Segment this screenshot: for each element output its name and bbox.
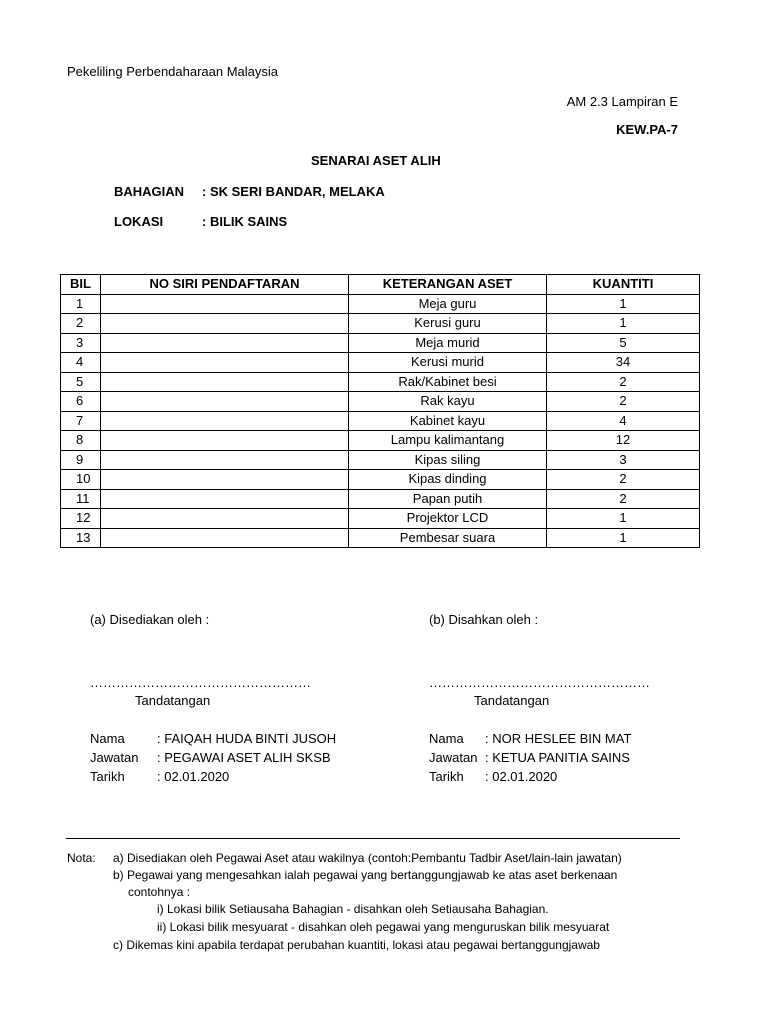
cell-bil: 13	[61, 528, 101, 548]
table-row	[61, 314, 700, 334]
page-title: SENARAI ASET ALIH	[311, 153, 441, 168]
prepared-signature-caption: Tandatangan	[135, 693, 211, 708]
note-b-line4: ii) Lokasi bilik mesyuarat - disahkan oleh pegawai yang menguruskan bilik mesyuarat	[157, 920, 610, 934]
notes-divider	[66, 838, 680, 839]
cell-no-siri	[101, 509, 349, 529]
cell-no-siri	[101, 431, 349, 451]
approved-tarikh-label: Tarikh	[429, 769, 464, 784]
prepared-nama-value: : FAIQAH HUDA BINTI JUSOH	[157, 731, 337, 746]
approved-jawatan-label: Jawatan	[429, 750, 478, 765]
approved-nama-label: Nama	[429, 731, 464, 746]
cell-no-siri	[101, 372, 349, 392]
prepared-jawatan-value: : PEGAWAI ASET ALIH SKSB	[157, 750, 331, 765]
cell-bil: 3	[61, 333, 101, 353]
cell-kuantiti: 5	[547, 333, 700, 353]
column-header-no-siri: NO SIRI PENDAFTARAN	[101, 275, 349, 295]
asset-table	[60, 274, 700, 548]
note-c: c) Dikemas kini apabila terdapat perubahan kuantiti, lokasi atau pegawai bertanggungjawab	[113, 938, 600, 952]
cell-keterangan: Rak kayu	[349, 392, 547, 412]
table-row	[61, 392, 700, 412]
prepared-tarikh-label: Tarikh	[90, 769, 125, 784]
approved-tarikh-value: : 02.01.2020	[485, 769, 558, 784]
bahagian-label: BAHAGIAN	[114, 184, 185, 199]
cell-kuantiti: 1	[547, 528, 700, 548]
table-row	[61, 470, 700, 490]
cell-bil: 5	[61, 372, 101, 392]
cell-kuantiti: 4	[547, 411, 700, 431]
table-header-row	[61, 275, 700, 295]
bahagian-value: : SK SERI BANDAR, MELAKA	[202, 184, 385, 199]
cell-keterangan: Kerusi guru	[349, 314, 547, 334]
cell-kuantiti: 2	[547, 470, 700, 490]
table-row	[61, 333, 700, 353]
cell-kuantiti: 3	[547, 450, 700, 470]
note-b-line3: i) Lokasi bilik Setiausaha Bahagian - disahkan oleh Setiausaha Bahagian.	[157, 902, 549, 916]
prepared-nama-label: Nama	[90, 731, 125, 746]
cell-no-siri	[101, 450, 349, 470]
approved-signature-caption: Tandatangan	[474, 693, 550, 708]
table-row	[61, 353, 700, 373]
cell-kuantiti: 1	[547, 509, 700, 529]
cell-kuantiti: 12	[547, 431, 700, 451]
column-header-keterangan: KETERANGAN ASET	[349, 275, 547, 295]
cell-keterangan: Projektor LCD	[349, 509, 547, 529]
cell-bil: 7	[61, 411, 101, 431]
table-row	[61, 431, 700, 451]
cell-no-siri	[101, 470, 349, 490]
table-row	[61, 450, 700, 470]
note-a: a) Disediakan oleh Pegawai Aset atau wakilnya (contoh:Pembantu Tadbir Aset/lain-lain jawatan)	[113, 851, 622, 865]
cell-keterangan: Kerusi murid	[349, 353, 547, 373]
table-row	[61, 372, 700, 392]
note-b-line1: b) Pegawai yang mengesahkan ialah pegawai yang bertanggungjawab ke atas aset berkenaan	[113, 868, 618, 882]
cell-bil: 12	[61, 509, 101, 529]
cell-keterangan: Kipas siling	[349, 450, 547, 470]
table-row	[61, 528, 700, 548]
table-row	[61, 489, 700, 509]
cell-no-siri	[101, 314, 349, 334]
cell-kuantiti: 1	[547, 294, 700, 314]
cell-keterangan: Kabinet kayu	[349, 411, 547, 431]
cell-keterangan: Papan putih	[349, 489, 547, 509]
cell-keterangan: Lampu kalimantang	[349, 431, 547, 451]
document-reference: AM 2.3 Lampiran E	[566, 94, 678, 109]
cell-kuantiti: 2	[547, 372, 700, 392]
cell-bil: 9	[61, 450, 101, 470]
approved-nama-value: : NOR HESLEE BIN MAT	[485, 731, 632, 746]
cell-no-siri	[101, 353, 349, 373]
cell-bil: 11	[61, 489, 101, 509]
cell-no-siri	[101, 294, 349, 314]
cell-no-siri	[101, 411, 349, 431]
cell-bil: 4	[61, 353, 101, 373]
cell-no-siri	[101, 528, 349, 548]
table-row	[61, 294, 700, 314]
approved-signature-line: ……………………………………………	[429, 675, 650, 690]
cell-keterangan: Pembesar suara	[349, 528, 547, 548]
cell-keterangan: Meja murid	[349, 333, 547, 353]
cell-bil: 10	[61, 470, 101, 490]
cell-bil: 1	[61, 294, 101, 314]
cell-no-siri	[101, 489, 349, 509]
asset-table-body	[61, 294, 700, 548]
cell-kuantiti: 2	[547, 392, 700, 412]
cell-keterangan: Meja guru	[349, 294, 547, 314]
lokasi-value: : BILIK SAINS	[202, 214, 288, 229]
form-code: KEW.PA-7	[616, 122, 678, 137]
table-row	[61, 411, 700, 431]
table-row	[61, 509, 700, 529]
note-b-line2: contohnya :	[128, 885, 191, 899]
cell-bil: 2	[61, 314, 101, 334]
prepared-tarikh-value: : 02.01.2020	[157, 769, 230, 784]
column-header-kuantiti: KUANTITI	[547, 275, 700, 295]
prepared-by-label: (a) Disediakan oleh :	[90, 612, 210, 627]
prepared-signature-line: ……………………………………………	[90, 675, 311, 690]
approved-jawatan-value: : KETUA PANITIA SAINS	[485, 750, 630, 765]
notes-label: Nota:	[67, 851, 96, 865]
lokasi-label: LOKASI	[114, 214, 164, 229]
cell-bil: 6	[61, 392, 101, 412]
cell-keterangan: Rak/Kabinet besi	[349, 372, 547, 392]
prepared-jawatan-label: Jawatan	[90, 750, 139, 765]
cell-kuantiti: 1	[547, 314, 700, 334]
cell-keterangan: Kipas dinding	[349, 470, 547, 490]
cell-no-siri	[101, 392, 349, 412]
approved-by-label: (b) Disahkan oleh :	[429, 612, 539, 627]
document-publisher: Pekeliling Perbendaharaan Malaysia	[67, 64, 279, 79]
cell-kuantiti: 2	[547, 489, 700, 509]
cell-no-siri	[101, 333, 349, 353]
cell-kuantiti: 34	[547, 353, 700, 373]
column-header-bil: BIL	[61, 275, 101, 295]
cell-bil: 8	[61, 431, 101, 451]
